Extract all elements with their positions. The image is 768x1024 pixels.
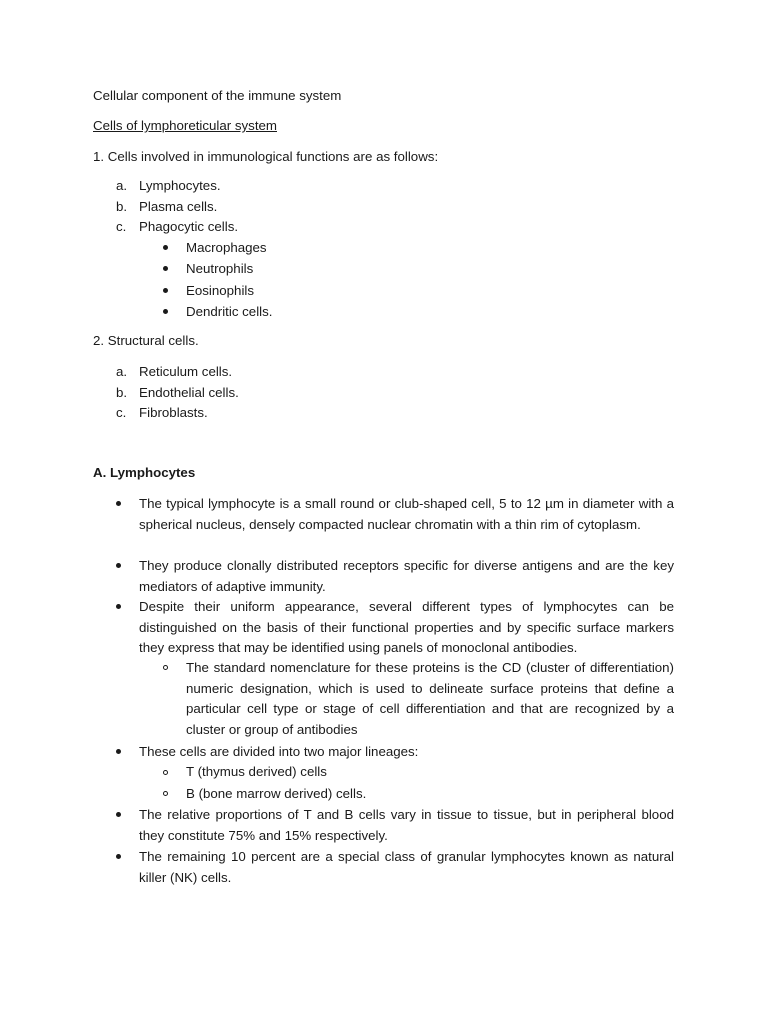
bullet-paragraph: The typical lymphocyte is a small round or club-shaped cell, 5 to 12 µm in diameter with a spherical nucleus, densely compacted nuclear chromatin with a thin rim of cytoplasm. (139, 496, 674, 532)
sub-bullet-icon (163, 791, 168, 796)
document-title: Cellular component of the immune system (93, 88, 342, 103)
sub-bullet-icon (163, 770, 168, 775)
bullet-icon (163, 288, 168, 293)
list-item: Phagocytic cells. (139, 219, 239, 234)
bullet-icon (116, 749, 121, 754)
list-marker: c. (116, 405, 127, 420)
list-marker: b. (116, 385, 128, 400)
section-subtitle: Cells of lymphoreticular system (93, 118, 277, 133)
list-item: Lymphocytes. (139, 178, 221, 193)
list-item: Fibroblasts. (139, 405, 208, 420)
list-marker: a. (116, 364, 128, 379)
bullet-icon (163, 266, 168, 271)
bullet-icon (116, 812, 121, 817)
bullet-icon (116, 604, 121, 609)
sub-bullet-paragraph: The standard nomenclature for these proteins is the CD (cluster of differentiation) numeric designation, which is used to delineate surface proteins that define a particular cell type or stage of cell differentiation and that are recognized by a cluster or group of antibodies (186, 660, 674, 738)
bullet-icon (163, 245, 168, 250)
sub-bullet-item: B (bone marrow derived) cells. (186, 786, 367, 801)
list-item: Neutrophils (186, 261, 254, 276)
bullet-paragraph: These cells are divided into two major lineages: (139, 744, 419, 759)
section-2-heading: 2. Structural cells. (93, 333, 199, 348)
section-1-heading: 1. Cells involved in immunological functions are as follows: (93, 149, 439, 164)
sub-bullet-item: T (thymus derived) cells (186, 764, 327, 779)
bullet-icon (116, 854, 121, 859)
list-marker: a. (116, 178, 128, 193)
list-item: Dendritic cells. (186, 304, 273, 319)
bullet-icon (116, 501, 121, 506)
lymphocytes-heading: A. Lymphocytes (93, 465, 196, 480)
list-item: Reticulum cells. (139, 364, 233, 379)
list-item: Endothelial cells. (139, 385, 239, 400)
list-marker: b. (116, 199, 128, 214)
list-item: Macrophages (186, 240, 267, 255)
bullet-paragraph: The remaining 10 percent are a special class of granular lymphocytes known as natural killer (NK) cells. (139, 849, 674, 885)
bullet-paragraph: The relative proportions of T and B cells vary in tissue to tissue, but in peripheral blood they constitute 75% and 15% respectively. (139, 807, 674, 843)
list-item: Eosinophils (186, 283, 255, 298)
bullet-icon (163, 309, 168, 314)
bullet-paragraph: Despite their uniform appearance, several different types of lymphocytes can be distinguished on the basis of their functional properties and by specific surface markers they express that may be identified using panels of monoclonal antibodies. (139, 599, 674, 656)
list-item: Plasma cells. (139, 199, 218, 214)
bullet-paragraph: They produce clonally distributed receptors specific for diverse antigens and are the key mediators of adaptive immunity. (139, 558, 674, 594)
list-marker: c. (116, 219, 127, 234)
sub-bullet-icon (163, 665, 168, 670)
bullet-icon (116, 563, 121, 568)
